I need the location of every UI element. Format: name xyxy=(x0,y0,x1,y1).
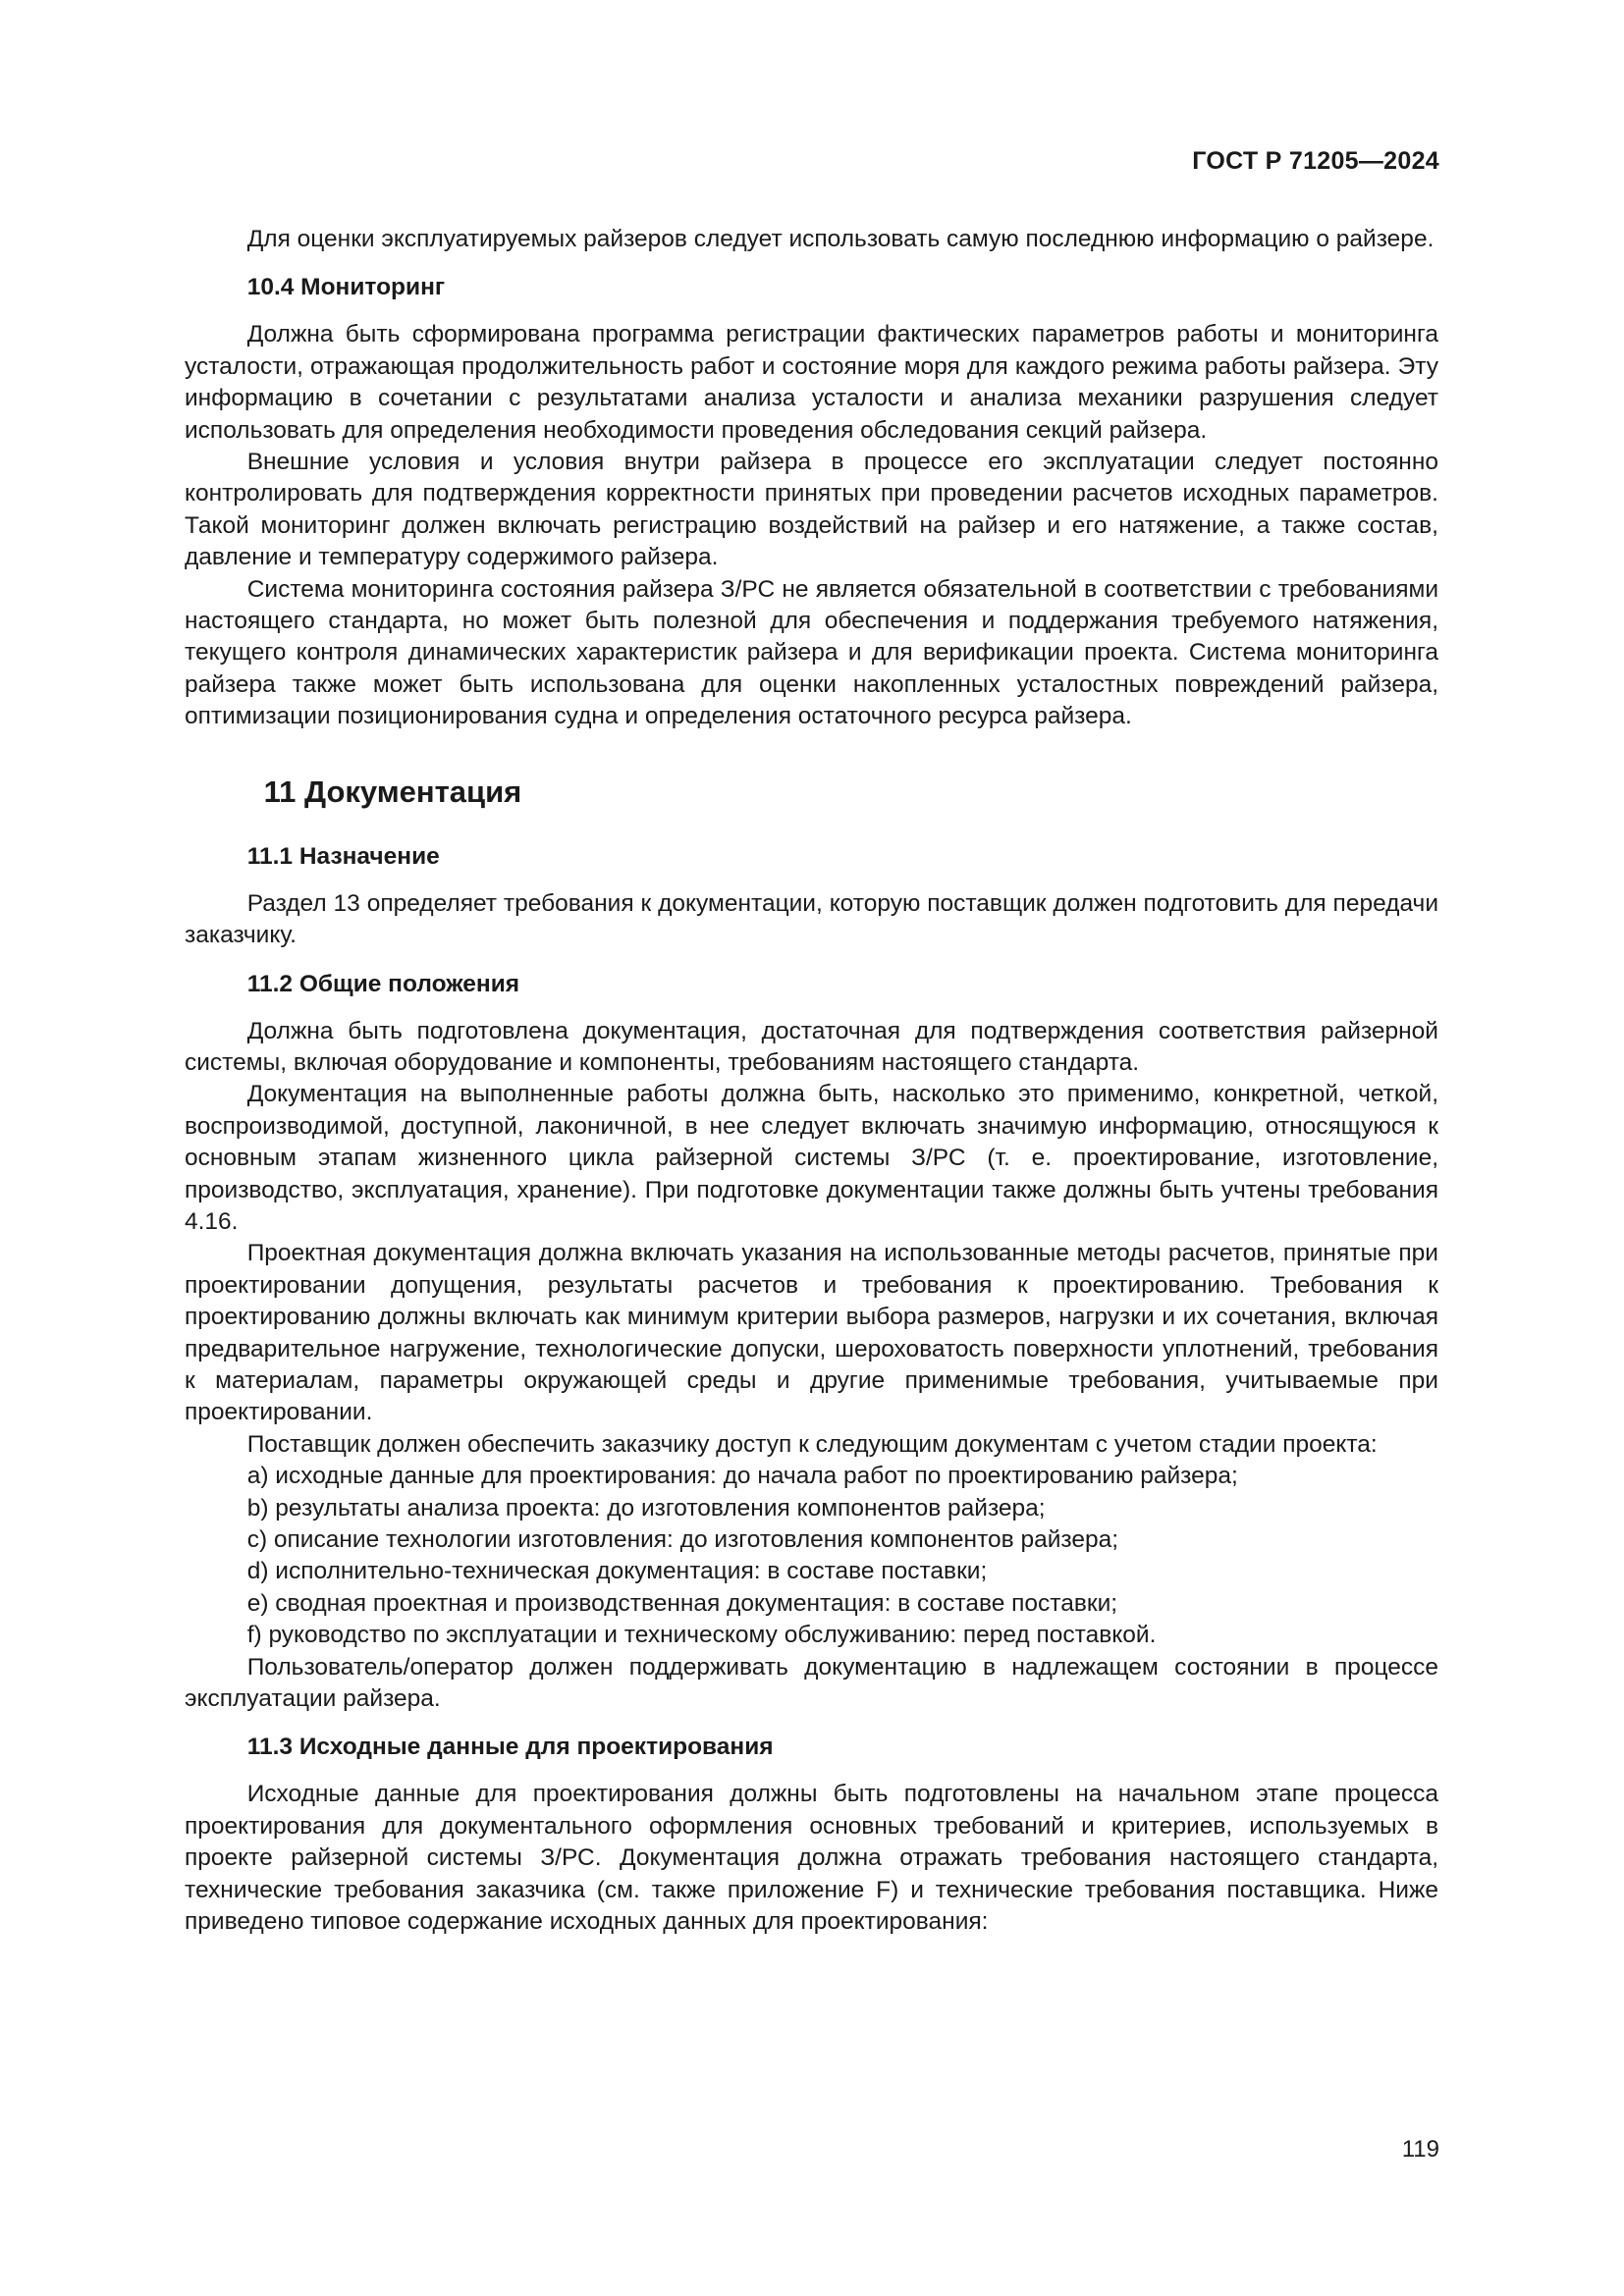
page-body xyxy=(185,224,1438,1938)
section-11-2-paragraph-5: Пользователь/оператор должен поддерживать документацию в надлежащем состоянии в процессе эксплуатации райзера. xyxy=(185,1653,1438,1713)
page-number: 119 xyxy=(1401,2136,1439,2163)
section-11-2-paragraph-3: Проектная документация должна включать указания на использованные методы расчетов, принятые при проектировании допущения, результаты расчетов и требования к проектированию. Требования к проектированию должны включать как минимум критерии выбора размеров, нагрузки и их сочетания, включая предварительное нагружение, технологические допуски, шероховатость поверхности уплотнений, требования к материалам, параметры окружающей среды и другие применимые требования, учитываемые при проектировании. xyxy=(185,1240,1438,1426)
section-11-2-paragraph-2: Документация на выполненные работы должна быть, насколько это применимо, конкретной, четкой, воспроизводимой, доступной, лаконичной, в нее следует включать значимую информацию, относящуюся к основным этапам жизненного цикла райзерной системы З/РС (т. е. проектирование, изготовление, производство, эксплуатация, хранение). При подготовке документации также должны быть учтены требования 4.16. xyxy=(185,1081,1438,1235)
intro-paragraph: Для оценки эксплуатируемых райзеров следует использовать самую последнюю информацию о райзере. xyxy=(246,226,1435,252)
section-11-1-heading: 11.1 Назначение xyxy=(246,842,440,870)
section-11-1-paragraph-1: Раздел 13 определяет требования к документации, которую поставщик должен подготовить для передачи заказчику. xyxy=(185,889,1438,949)
document-code-header: ГОСТ Р 71205—2024 xyxy=(1192,147,1439,175)
section-10-4-paragraph-3: Система мониторинга состояния райзера З/РС не является обязательной в соответствии с требованиями настоящего стандарта, но может быть полезной для обеспечения и поддержания требуемого натяжения, текущего контроля динамических характеристик райзера и для верификации проекта. Система мониторинга райзера также может быть использована для оценки накопленных усталостных повреждений райзера, оптимизации позиционирования судна и определения остаточного ресурса райзера. xyxy=(185,575,1438,730)
list-item-c: с) описание технологии изготовления: до изготовления компонентов райзера; xyxy=(246,1526,1119,1553)
section-11-heading: 11 Документация xyxy=(263,774,522,809)
section-11-3-paragraph-1: Исходные данные для проектирования должны быть подготовлены на начальном этапе процесса проектирования для документального оформления основных требований и критериев, используемых в проекте райзерной системы З/РС. Документация должна отражать требования настоящего стандарта, технические требования заказчика (см. также приложение F) и технические требования поставщика. Ниже приведено типовое содержание исходных данных для проектирования: xyxy=(185,1781,1438,1936)
list-item-d: d) исполнительно-техническая документация: в составе поставки; xyxy=(246,1558,988,1585)
section-11-2-paragraph-1: Должна быть подготовлена документация, достаточная для подтверждения соответствия райзерной системы, включая оборудование и компоненты, требованиям настоящего стандарта. xyxy=(185,1017,1438,1076)
list-item-e: е) сводная проектная и производственная документация: в составе поставки; xyxy=(246,1589,1118,1617)
section-10-4-heading: 10.4 Мониторинг xyxy=(246,274,446,301)
section-10-4-paragraph-1: Должна быть сформирована программа регистрации фактических параметров работы и мониторинга усталости, отражающая продолжительность работ и состояние моря для каждого режима работы райзера. Эту информацию в сочетании с результатами анализа усталости и анализа механики разрушения следует использовать для определения необходимости проведения обследования секций райзера. xyxy=(185,321,1438,444)
list-item-b: b) результаты анализа проекта: до изготовления компонентов райзера; xyxy=(246,1494,1046,1522)
list-item-a: а) исходные данные для проектирования: до начала работ по проектированию райзера; xyxy=(246,1463,1238,1490)
section-11-2-heading: 11.2 Общие положения xyxy=(246,970,520,997)
section-11-2-paragraph-4: Поставщик должен обеспечить заказчику доступ к следующим документам с учетом стадии проекта: xyxy=(246,1430,1378,1458)
section-10-4-paragraph-2: Внешние условия и условия внутри райзера в процессе его эксплуатации следует постоянно контролировать для подтверждения корректности принятых при проведении расчетов исходных параметров. Такой мониторинг должен включать регистрацию воздействий на райзер и его натяжение, а также состав, давление и температуру содержимого райзера. xyxy=(185,449,1438,571)
list-item-f: f) руководство по эксплуатации и техническому обслуживанию: перед поставкой. xyxy=(246,1622,1157,1649)
section-11-3-heading: 11.3 Исходные данные для проектирования xyxy=(246,1734,774,1761)
